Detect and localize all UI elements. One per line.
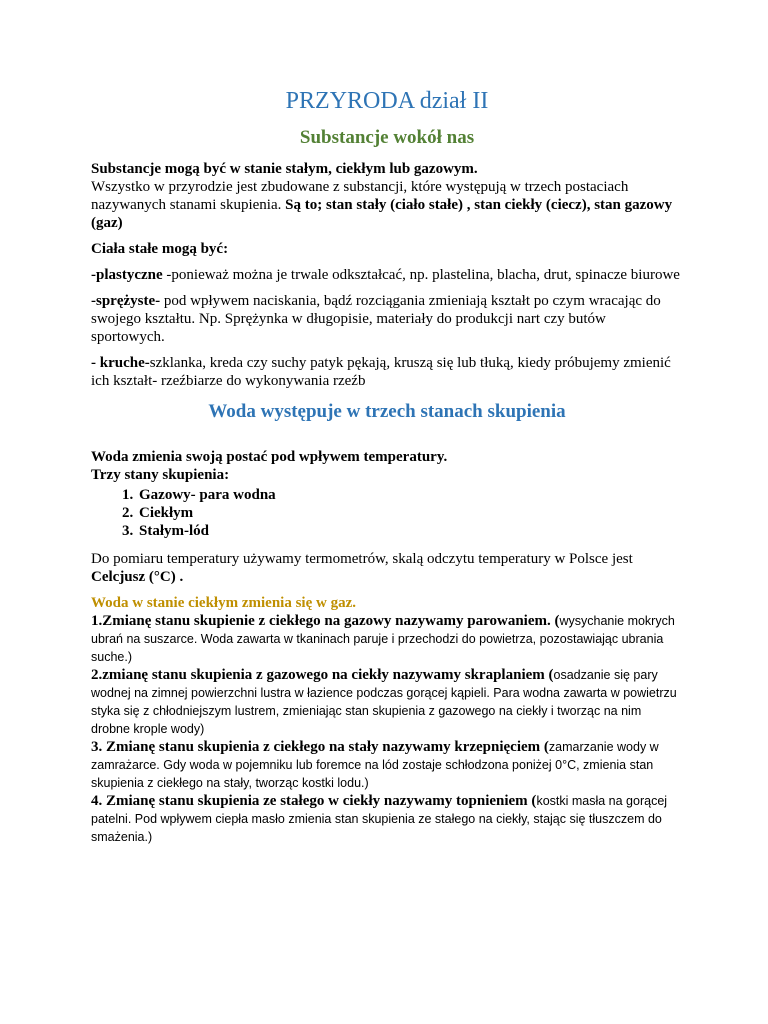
change-bold: 1.Zmianę stanu skupienie z ciekłego na gazowy nazywamy parowaniem. ( xyxy=(91,613,560,629)
solid-item-brittle xyxy=(91,354,683,390)
section-subtitle: Substancje wokół nas xyxy=(299,127,475,148)
page-title: PRZYRODA dział II xyxy=(285,88,489,114)
solid-item-plastic xyxy=(91,266,683,284)
temp-text: Do pomiaru temperatury używamy termometrów, skalą odczytu temperatury w Polsce jest xyxy=(91,551,633,567)
solid-desc: -ponieważ można je trwale odkształcać, np. plastelina, blacha, drut, spinacze biurowe xyxy=(162,267,680,283)
intro-bold: Substancje mogą być w stanie stałym, ciekłym lub gazowym. xyxy=(91,161,478,177)
change-note: osadzanie się pary wodnej na zimnej powierzchni lustra w łazience podczas gorącej kąpieli. Para wodna zawarta w powietrzu styka się z chłodniejszym lustrem, zmieniając stan skupienia z gazowego na ciekły i tworząc na nim drobne krople wody) xyxy=(91,668,677,736)
change-condensation xyxy=(91,666,683,738)
water-line-2: Trzy stany skupienia: xyxy=(91,467,230,483)
change-bold: 4. Zmianę stanu skupienia ze stałego w ciekły nazywamy topnieniem ( xyxy=(91,793,537,809)
change-freezing xyxy=(91,738,683,792)
change-note: zamarzanie wody w zamrażarce. Gdy woda w pojemniku lub foremce na lód zostaje schłodzona poniżej 0°C, zmienia stan skupienia z ciekłego na stały, tworząc kostki lodu.) xyxy=(91,740,659,790)
change-note: kostki masła na gorącej patelni. Pod wpływem ciepła masło zmienia stan skupienia ze stałego na ciekły, stając się tłuszczem do smażenia.) xyxy=(91,794,668,844)
temp-bold: Celcjusz (°C) . xyxy=(91,569,184,585)
change-bold: 3. Zmianę stanu skupienia z ciekłego na stały nazywamy krzepnięciem ( xyxy=(91,739,549,755)
intro-bold-2: Są to; stan stały (ciało stałe) , stan ciekły (ciecz), stan gazowy (gaz) xyxy=(91,197,673,231)
states-list xyxy=(91,486,683,540)
list-item: 1. Gazowy- para wodna xyxy=(137,486,683,504)
gold-subheading: Woda w stanie ciekłym zmienia się w gaz. xyxy=(91,595,356,611)
solid-term: -plastyczne xyxy=(91,267,163,283)
solid-term: - kruche- xyxy=(91,355,150,371)
water-heading: Woda występuje w trzech stanach skupienia xyxy=(208,401,566,422)
change-bold: 2.zmianę stanu skupienia z gazowego na ciekły nazywamy skraplaniem ( xyxy=(91,667,554,683)
intro-paragraph xyxy=(91,160,683,232)
solid-desc: pod wpływem naciskania, bądź rozciągania zmieniają kształt po czym wracając do swojego kształtu. Np. Sprężynka w długopisie, materiały do produkcji nart czy butów sportowych. xyxy=(91,293,661,345)
document-content xyxy=(91,86,683,846)
intro-text: Wszystko w przyrodzie jest zbudowane z substancji, które występują w trzech postaciach nazywanych stanami skupienia. xyxy=(91,179,629,213)
temperature-paragraph xyxy=(91,550,683,586)
change-melting xyxy=(91,792,683,846)
list-item: 3. Stałym-lód xyxy=(137,522,683,540)
water-line-1: Woda zmienia swoją postać pod wpływem temperatury. xyxy=(91,449,448,465)
change-evaporation xyxy=(91,612,683,666)
solids-heading: Ciała stałe mogą być: xyxy=(91,241,229,257)
solid-term: -sprężyste- xyxy=(91,293,161,309)
solid-desc: szklanka, kreda czy suchy patyk pękają, kruszą się lub tłuką, kiedy próbujemy zmienić ich kształt- rzeźbiarze do wykonywania rzeźb xyxy=(91,355,671,389)
solid-item-elastic xyxy=(91,292,683,346)
list-item: 2. Ciekłym xyxy=(137,504,683,522)
change-note: wysychanie mokrych ubrań na suszarce. Woda zawarta w tkaninach paruje i przechodzi do powietrza, pozostawiając ubrania suche.) xyxy=(91,614,675,664)
